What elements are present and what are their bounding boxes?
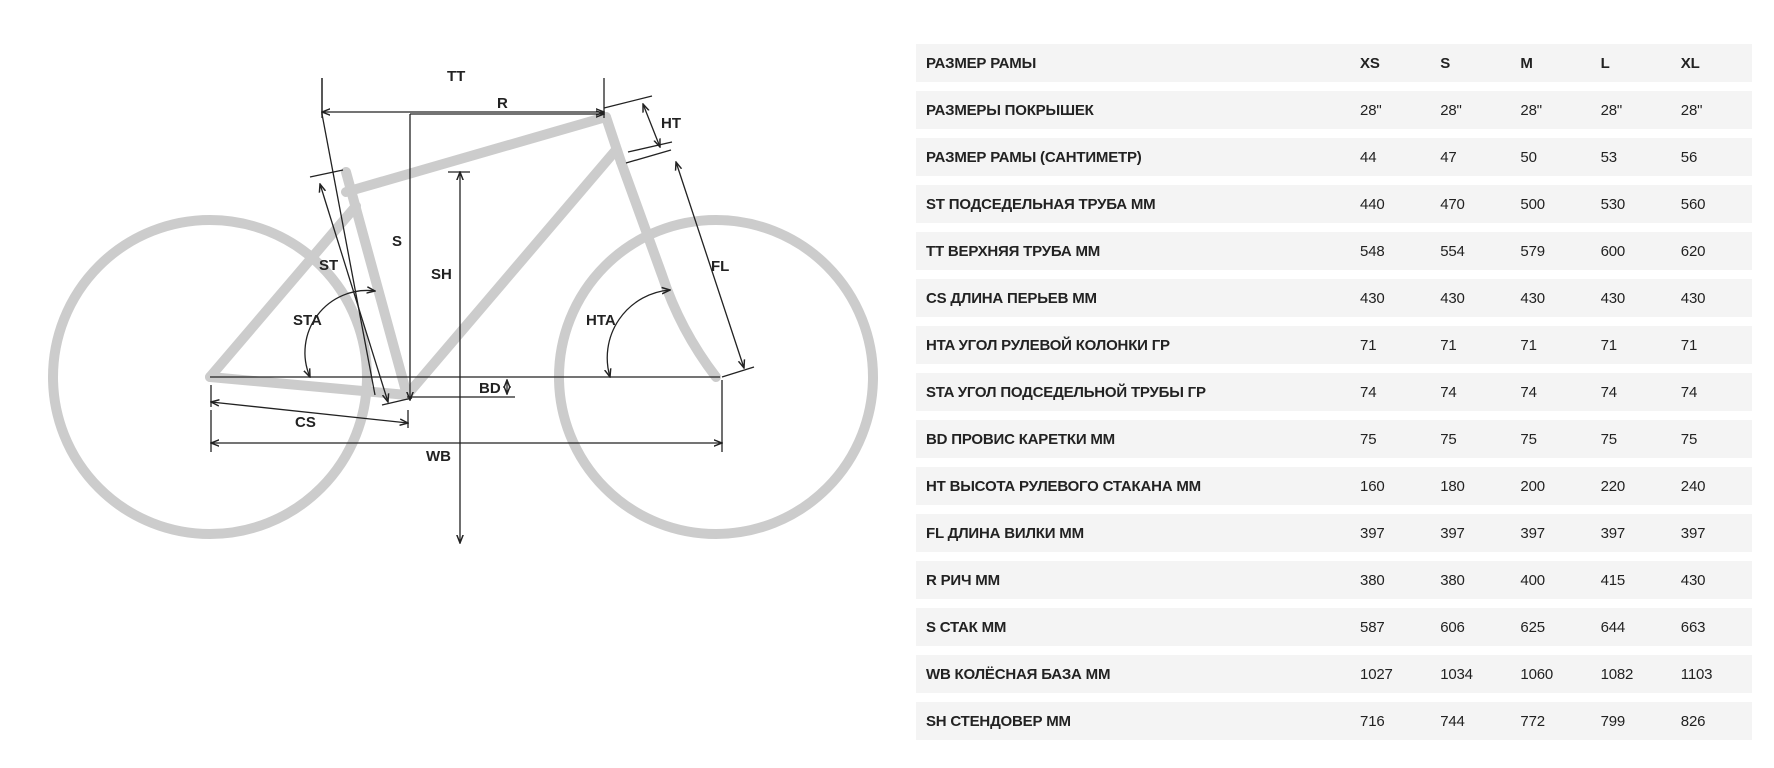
row-value-xs: 548 bbox=[1360, 232, 1440, 270]
label-bd: BD bbox=[479, 380, 501, 397]
row-param-label: TT ВЕРХНЯЯ ТРУБА ММ bbox=[916, 232, 1360, 270]
row-value-l: 415 bbox=[1601, 561, 1681, 599]
table-row bbox=[916, 655, 1752, 693]
row-value-l: 799 bbox=[1601, 702, 1681, 740]
row-value-m: 50 bbox=[1520, 138, 1600, 176]
row-value-l: 28" bbox=[1601, 91, 1681, 129]
row-value-xs: 160 bbox=[1360, 467, 1440, 505]
seat-stay bbox=[210, 206, 356, 377]
row-value-s: 74 bbox=[1440, 373, 1520, 411]
header-param: РАЗМЕР РАМЫ bbox=[916, 44, 1360, 82]
row-value-xl: 620 bbox=[1681, 232, 1752, 270]
row-value-xs: 71 bbox=[1360, 326, 1440, 364]
table-row bbox=[916, 232, 1752, 270]
row-value-xs: 1027 bbox=[1360, 655, 1440, 693]
table-row bbox=[916, 279, 1752, 317]
row-value-xl: 28" bbox=[1681, 91, 1752, 129]
row-value-xl: 560 bbox=[1681, 185, 1752, 223]
row-param-label: РАЗМЕРЫ ПОКРЫШЕК bbox=[916, 91, 1360, 129]
row-value-s: 606 bbox=[1440, 608, 1520, 646]
row-value-m: 430 bbox=[1520, 279, 1600, 317]
row-value-l: 600 bbox=[1601, 232, 1681, 270]
row-param-label: S СТАК ММ bbox=[916, 608, 1360, 646]
row-value-l: 53 bbox=[1601, 138, 1681, 176]
row-param-label: CS ДЛИНА ПЕРЬЕВ ММ bbox=[916, 279, 1360, 317]
row-value-xl: 74 bbox=[1681, 373, 1752, 411]
label-hta: HTA bbox=[586, 312, 616, 329]
row-value-m: 400 bbox=[1520, 561, 1600, 599]
row-value-xs: 440 bbox=[1360, 185, 1440, 223]
row-value-m: 200 bbox=[1520, 467, 1600, 505]
row-value-m: 28" bbox=[1520, 91, 1600, 129]
row-param-label: WB КОЛЁСНАЯ БАЗА ММ bbox=[916, 655, 1360, 693]
row-value-l: 397 bbox=[1601, 514, 1681, 552]
row-param-label: STA УГОЛ ПОДСЕДЕЛЬНОЙ ТРУБЫ ГР bbox=[916, 373, 1360, 411]
table-row bbox=[916, 702, 1752, 740]
row-value-s: 71 bbox=[1440, 326, 1520, 364]
row-param-label: HTA УГОЛ РУЛЕВОЙ КОЛОНКИ ГР bbox=[916, 326, 1360, 364]
label-ht: HT bbox=[661, 115, 681, 132]
row-value-xs: 75 bbox=[1360, 420, 1440, 458]
row-value-l: 220 bbox=[1601, 467, 1681, 505]
row-value-xs: 380 bbox=[1360, 561, 1440, 599]
table-row bbox=[916, 138, 1752, 176]
row-value-m: 1060 bbox=[1520, 655, 1600, 693]
label-r: R bbox=[497, 95, 508, 112]
row-value-l: 71 bbox=[1601, 326, 1681, 364]
row-value-m: 397 bbox=[1520, 514, 1600, 552]
row-value-xl: 663 bbox=[1681, 608, 1752, 646]
row-value-s: 554 bbox=[1440, 232, 1520, 270]
row-value-s: 380 bbox=[1440, 561, 1520, 599]
row-value-xs: 430 bbox=[1360, 279, 1440, 317]
row-value-xs: 397 bbox=[1360, 514, 1440, 552]
row-param-label: РАЗМЕР РАМЫ (САНТИМЕТР) bbox=[916, 138, 1360, 176]
row-param-label: ST ПОДСЕДЕЛЬНАЯ ТРУБА ММ bbox=[916, 185, 1360, 223]
chain-stay bbox=[210, 377, 407, 395]
label-st: ST bbox=[319, 257, 339, 274]
row-value-s: 430 bbox=[1440, 279, 1520, 317]
geometry-table-body bbox=[916, 44, 1752, 740]
row-value-xl: 71 bbox=[1681, 326, 1752, 364]
table-row bbox=[916, 420, 1752, 458]
row-value-s: 397 bbox=[1440, 514, 1520, 552]
table-row bbox=[916, 91, 1752, 129]
row-value-m: 74 bbox=[1520, 373, 1600, 411]
table-row bbox=[916, 608, 1752, 646]
row-value-l: 1082 bbox=[1601, 655, 1681, 693]
row-value-xs: 587 bbox=[1360, 608, 1440, 646]
row-value-s: 47 bbox=[1440, 138, 1520, 176]
row-value-xs: 28" bbox=[1360, 91, 1440, 129]
row-value-l: 644 bbox=[1601, 608, 1681, 646]
label-s: S bbox=[392, 233, 403, 250]
label-cs: CS bbox=[295, 414, 316, 431]
header-size-xs: XS bbox=[1360, 44, 1440, 82]
row-param-label: SH СТЕНДОВЕР ММ bbox=[916, 702, 1360, 740]
row-value-m: 71 bbox=[1520, 326, 1600, 364]
row-value-s: 28" bbox=[1440, 91, 1520, 129]
table-row bbox=[916, 514, 1752, 552]
label-tt: TT bbox=[447, 68, 466, 85]
row-value-xs: 74 bbox=[1360, 373, 1440, 411]
fork bbox=[621, 162, 716, 377]
table-row bbox=[916, 467, 1752, 505]
row-value-l: 74 bbox=[1601, 373, 1681, 411]
row-value-m: 500 bbox=[1520, 185, 1600, 223]
table-header-row bbox=[916, 44, 1752, 82]
row-value-xs: 44 bbox=[1360, 138, 1440, 176]
top-tube bbox=[346, 117, 606, 192]
row-value-m: 579 bbox=[1520, 232, 1600, 270]
row-value-s: 1034 bbox=[1440, 655, 1520, 693]
label-wb: WB bbox=[426, 448, 451, 465]
row-value-m: 75 bbox=[1520, 420, 1600, 458]
row-param-label: HT ВЫСОТА РУЛЕВОГО СТАКАНА ММ bbox=[916, 467, 1360, 505]
table-row bbox=[916, 326, 1752, 364]
table-row bbox=[916, 373, 1752, 411]
row-value-xl: 56 bbox=[1681, 138, 1752, 176]
row-value-xl: 75 bbox=[1681, 420, 1752, 458]
label-sta: STA bbox=[293, 312, 322, 329]
row-value-xs: 716 bbox=[1360, 702, 1440, 740]
row-value-l: 75 bbox=[1601, 420, 1681, 458]
row-value-l: 530 bbox=[1601, 185, 1681, 223]
row-value-xl: 240 bbox=[1681, 467, 1752, 505]
label-sh: SH bbox=[431, 266, 452, 283]
header-size-m: M bbox=[1520, 44, 1600, 82]
row-value-xl: 430 bbox=[1681, 279, 1752, 317]
row-value-s: 470 bbox=[1440, 185, 1520, 223]
label-fl: FL bbox=[711, 258, 730, 275]
row-value-xl: 397 bbox=[1681, 514, 1752, 552]
row-value-l: 430 bbox=[1601, 279, 1681, 317]
table-row bbox=[916, 561, 1752, 599]
table-row bbox=[916, 185, 1752, 223]
row-value-m: 772 bbox=[1520, 702, 1600, 740]
row-value-xl: 430 bbox=[1681, 561, 1752, 599]
row-value-s: 75 bbox=[1440, 420, 1520, 458]
row-value-xl: 826 bbox=[1681, 702, 1752, 740]
row-param-label: R РИЧ ММ bbox=[916, 561, 1360, 599]
header-size-l: L bbox=[1601, 44, 1681, 82]
geometry-table bbox=[916, 35, 1752, 749]
row-value-m: 625 bbox=[1520, 608, 1600, 646]
row-value-s: 744 bbox=[1440, 702, 1520, 740]
row-param-label: BD ПРОВИС КАРЕТКИ ММ bbox=[916, 420, 1360, 458]
row-value-s: 180 bbox=[1440, 467, 1520, 505]
header-size-s: S bbox=[1440, 44, 1520, 82]
header-size-xl: XL bbox=[1681, 44, 1752, 82]
row-param-label: FL ДЛИНА ВИЛКИ ММ bbox=[916, 514, 1360, 552]
row-value-xl: 1103 bbox=[1681, 655, 1752, 693]
